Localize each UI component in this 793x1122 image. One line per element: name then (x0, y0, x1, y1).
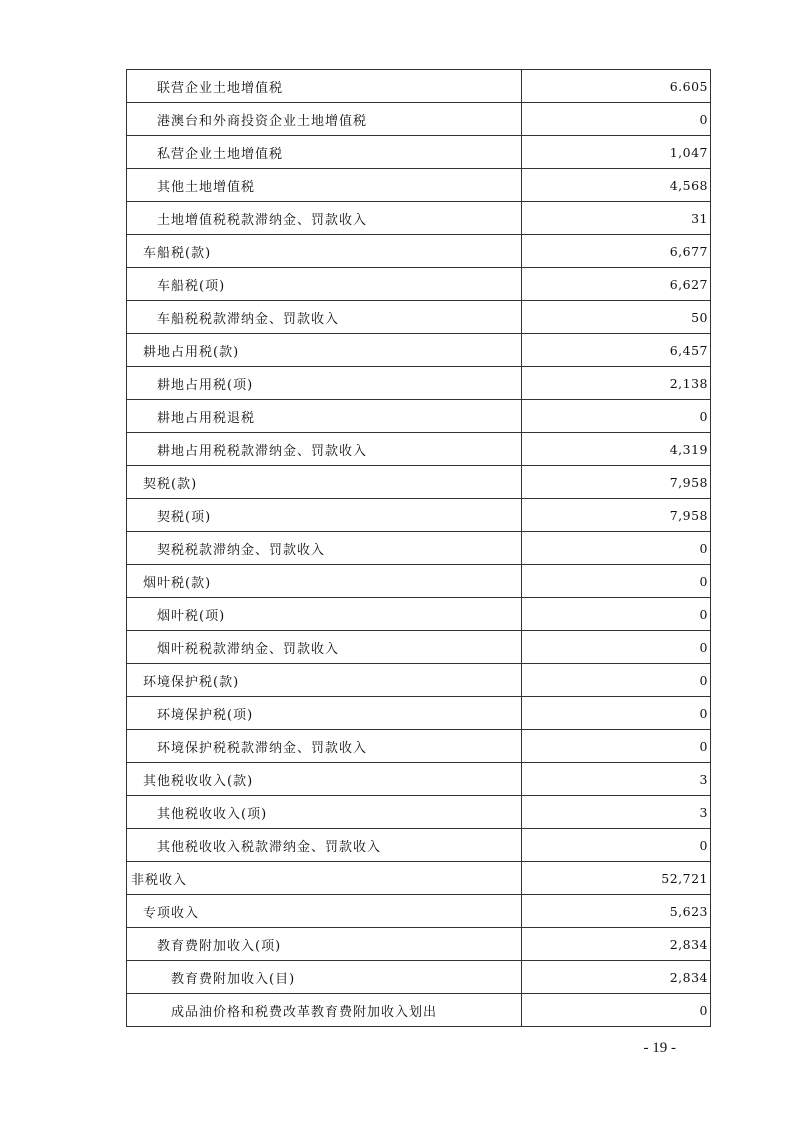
item-name-cell: 其他税收收入税款滞纳金、罚款收入 (127, 829, 522, 862)
item-name-cell: 烟叶税(款) (127, 565, 522, 598)
table-row (127, 235, 711, 268)
amount-cell: 3 (522, 763, 711, 796)
table-row (127, 697, 711, 730)
amount-cell: 0 (522, 532, 711, 565)
table-row (127, 961, 711, 994)
amount-cell: 0 (522, 565, 711, 598)
item-name-cell: 土地增值税税款滞纳金、罚款收入 (127, 202, 522, 235)
table-row (127, 433, 711, 466)
amount-cell: 0 (522, 697, 711, 730)
item-name-cell: 契税税款滞纳金、罚款收入 (127, 532, 522, 565)
item-name-cell: 耕地占用税税款滞纳金、罚款收入 (127, 433, 522, 466)
table-row (127, 169, 711, 202)
table-row (127, 466, 711, 499)
amount-cell: 0 (522, 103, 711, 136)
amount-cell: 50 (522, 301, 711, 334)
amount-cell: 2,138 (522, 367, 711, 400)
table-row (127, 565, 711, 598)
table-row (127, 763, 711, 796)
table-row (127, 664, 711, 697)
item-name-cell: 其他土地增值税 (127, 169, 522, 202)
amount-cell: 6.605 (522, 70, 711, 103)
table-row (127, 829, 711, 862)
table-row (127, 268, 711, 301)
amount-cell: 0 (522, 730, 711, 763)
amount-cell: 3 (522, 796, 711, 829)
table-row (127, 928, 711, 961)
item-name-cell: 非税收入 (127, 862, 522, 895)
item-name-cell: 环境保护税(款) (127, 664, 522, 697)
item-name-cell: 车船税(项) (127, 268, 522, 301)
table-row (127, 103, 711, 136)
item-name-cell: 耕地占用税退税 (127, 400, 522, 433)
item-name-cell: 私营企业土地增值税 (127, 136, 522, 169)
item-name-cell: 港澳台和外商投资企业土地增值税 (127, 103, 522, 136)
budget-revenue-table (126, 69, 711, 1027)
amount-cell: 52,721 (522, 862, 711, 895)
amount-cell: 6,457 (522, 334, 711, 367)
amount-cell: 2,834 (522, 928, 711, 961)
table-row (127, 532, 711, 565)
table-row (127, 70, 711, 103)
amount-cell: 0 (522, 994, 711, 1027)
item-name-cell: 环境保护税(项) (127, 697, 522, 730)
amount-cell: 6,627 (522, 268, 711, 301)
item-name-cell: 契税(项) (127, 499, 522, 532)
table-row (127, 796, 711, 829)
item-name-cell: 教育费附加收入(目) (127, 961, 522, 994)
amount-cell: 0 (522, 631, 711, 664)
amount-cell: 1,047 (522, 136, 711, 169)
amount-cell: 0 (522, 400, 711, 433)
item-name-cell: 成品油价格和税费改革教育费附加收入划出 (127, 994, 522, 1027)
amount-cell: 31 (522, 202, 711, 235)
amount-cell: 7,958 (522, 466, 711, 499)
item-name-cell: 烟叶税税款滞纳金、罚款收入 (127, 631, 522, 664)
table-row (127, 202, 711, 235)
table-row (127, 598, 711, 631)
table-row (127, 136, 711, 169)
amount-cell: 6,677 (522, 235, 711, 268)
table-row (127, 367, 711, 400)
item-name-cell: 其他税收收入(项) (127, 796, 522, 829)
item-name-cell: 车船税(款) (127, 235, 522, 268)
table-row (127, 499, 711, 532)
item-name-cell: 专项收入 (127, 895, 522, 928)
table-row (127, 301, 711, 334)
table-row (127, 862, 711, 895)
table-row (127, 994, 711, 1027)
table-row (127, 631, 711, 664)
item-name-cell: 环境保护税税款滞纳金、罚款收入 (127, 730, 522, 763)
table-row (127, 730, 711, 763)
table-body (127, 70, 711, 1027)
amount-cell: 2,834 (522, 961, 711, 994)
item-name-cell: 其他税收收入(款) (127, 763, 522, 796)
amount-cell: 7,958 (522, 499, 711, 532)
item-name-cell: 联营企业土地增值税 (127, 70, 522, 103)
amount-cell: 5,623 (522, 895, 711, 928)
page-number: - 19 - (643, 1040, 676, 1056)
amount-cell: 0 (522, 664, 711, 697)
amount-cell: 0 (522, 829, 711, 862)
table-row (127, 400, 711, 433)
amount-cell: 0 (522, 598, 711, 631)
amount-cell: 4,568 (522, 169, 711, 202)
item-name-cell: 教育费附加收入(项) (127, 928, 522, 961)
amount-cell: 4,319 (522, 433, 711, 466)
item-name-cell: 契税(款) (127, 466, 522, 499)
table-row (127, 895, 711, 928)
item-name-cell: 烟叶税(项) (127, 598, 522, 631)
table-row (127, 334, 711, 367)
item-name-cell: 耕地占用税(款) (127, 334, 522, 367)
item-name-cell: 车船税税款滞纳金、罚款收入 (127, 301, 522, 334)
item-name-cell: 耕地占用税(项) (127, 367, 522, 400)
